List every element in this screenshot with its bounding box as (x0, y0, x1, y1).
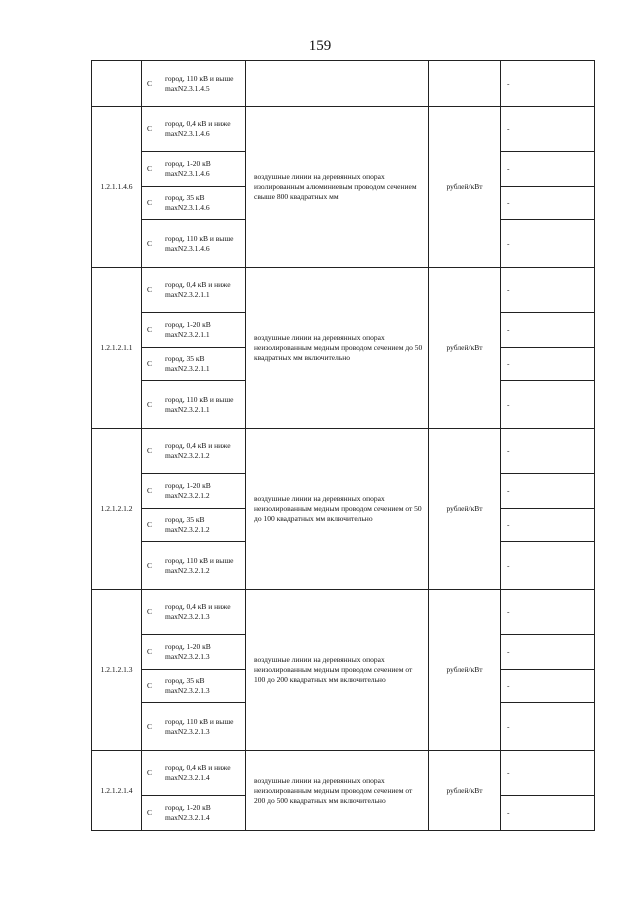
item-description: воздушные линии на деревянных опорах неизолированным медным проводом сечением от 200 до 500 квадратных мм включительно (246, 751, 429, 831)
item-unit: рублей/кВт (429, 268, 501, 429)
item-description: воздушные линии на деревянных опорах неизолированным медным проводом сечением от 50 до 100 квадратных мм включительно (246, 429, 429, 590)
subrow-category: С (147, 486, 153, 495)
subrow-category: С (147, 721, 153, 731)
subrow-category: С (147, 647, 153, 656)
subrow-label: город, 35 кВ maxN2.3.2.1.2 (165, 515, 210, 534)
table-row (92, 268, 595, 313)
subrow-cell (142, 590, 246, 635)
subrow-cell (142, 509, 246, 542)
subrow-label: город, 110 кВ и выше maxN2.3.2.1.2 (165, 555, 234, 575)
page-number: 159 (308, 38, 332, 54)
subrow-category: С (147, 681, 153, 690)
item-code: 1.2.1.2.1.2 (92, 429, 142, 590)
item-description: воздушные линии на деревянных опорах неизолированным медным проводом сечением от 100 до 200 квадратных мм включительно (246, 590, 429, 751)
subrow-category: С (147, 285, 153, 294)
subrow-cell (142, 268, 246, 313)
item-value: - (501, 542, 595, 590)
item-value: - (501, 220, 595, 268)
subrow-cell (142, 429, 246, 474)
subrow-cell (142, 107, 246, 152)
subrow-cell (142, 187, 246, 220)
subrow-label: город, 35 кВ maxN2.3.1.4.6 (165, 193, 210, 212)
subrow-category: С (147, 124, 153, 133)
subrow-cell (142, 220, 246, 268)
subrow-label: город, 35 кВ maxN2.3.2.1.3 (165, 676, 210, 695)
subrow-label: город, 1-20 кВ maxN2.3.2.1.2 (165, 481, 211, 500)
item-value: - (501, 474, 595, 509)
table-row (92, 751, 595, 796)
subrow-label: город, 0,4 кВ и ниже maxN2.3.2.1.1 (165, 280, 231, 299)
subrow-category: С (147, 808, 153, 817)
subrow-category: С (147, 607, 153, 616)
item-value: - (501, 348, 595, 381)
subrow-category: С (147, 359, 153, 368)
item-value: - (501, 509, 595, 542)
item-value: - (501, 61, 595, 107)
subrow-category: С (147, 198, 153, 207)
item-description: воздушные линии на деревянных опорах изолированным алюминиевым проводом сечением свыше 800 квадратных мм (246, 107, 429, 268)
subrow-label: город, 110 кВ и выше maxN2.3.2.1.1 (165, 394, 234, 414)
item-description: воздушные линии на деревянных опорах неизолированным медным проводом сечением до 50 квадратных мм включительно (246, 268, 429, 429)
item-value: - (501, 670, 595, 703)
subrow-label: город, 1-20 кВ maxN2.3.2.1.4 (165, 803, 211, 822)
table-row (92, 590, 595, 635)
item-code (92, 61, 142, 107)
item-value: - (501, 107, 595, 152)
subrow-category: С (147, 768, 153, 777)
subrow-label: город, 110 кВ и выше maxN2.3.1.4.5 (165, 73, 234, 93)
subrow-cell (142, 635, 246, 670)
item-unit: рублей/кВт (429, 429, 501, 590)
item-value: - (501, 313, 595, 348)
item-unit: рублей/кВт (429, 107, 501, 268)
table-row (92, 107, 595, 152)
subrow-label: город, 110 кВ и выше maxN2.3.2.1.3 (165, 716, 234, 736)
item-unit: рублей/кВт (429, 590, 501, 751)
tariff-table-body (92, 61, 595, 831)
subrow-cell (142, 670, 246, 703)
item-value: - (501, 268, 595, 313)
subrow-category: С (147, 560, 153, 570)
subrow-cell (142, 381, 246, 429)
item-value: - (501, 152, 595, 187)
item-value: - (501, 429, 595, 474)
subrow-cell (142, 313, 246, 348)
subrow-category: С (147, 78, 153, 88)
subrow-label: город, 1-20 кВ maxN2.3.2.1.1 (165, 320, 211, 339)
subrow-cell (142, 796, 246, 831)
subrow-category: С (147, 446, 153, 455)
subrow-category: С (147, 520, 153, 529)
subrow-label: город, 0,4 кВ и ниже maxN2.3.2.1.4 (165, 763, 231, 782)
table-row (92, 61, 595, 107)
subrow-cell (142, 152, 246, 187)
subrow-cell (142, 348, 246, 381)
subrow-category: С (147, 325, 153, 334)
item-value: - (501, 381, 595, 429)
subrow-cell (142, 542, 246, 590)
subrow-category: С (147, 238, 153, 248)
table-row (92, 429, 595, 474)
subrow-category: С (147, 164, 153, 173)
subrow-label: город, 1-20 кВ maxN2.3.1.4.6 (165, 159, 211, 178)
item-unit (429, 61, 501, 107)
item-code: 1.2.1.1.4.6 (92, 107, 142, 268)
subrow-cell (142, 703, 246, 751)
item-code: 1.2.1.2.1.1 (92, 268, 142, 429)
item-value: - (501, 590, 595, 635)
item-value: - (501, 635, 595, 670)
item-unit: рублей/кВт (429, 751, 501, 831)
item-code: 1.2.1.2.1.3 (92, 590, 142, 751)
subrow-cell (142, 751, 246, 796)
subrow-category: С (147, 399, 153, 409)
subrow-label: город, 0,4 кВ и ниже maxN2.3.1.4.6 (165, 119, 231, 138)
item-value: - (501, 187, 595, 220)
subrow-cell (142, 61, 246, 107)
subrow-label: город, 0,4 кВ и ниже maxN2.3.2.1.2 (165, 441, 231, 460)
subrow-cell (142, 474, 246, 509)
subrow-label: город, 110 кВ и выше maxN2.3.1.4.6 (165, 233, 234, 253)
item-value: - (501, 796, 595, 831)
tariff-table (91, 60, 595, 831)
item-value: - (501, 751, 595, 796)
item-description (246, 61, 429, 107)
item-value: - (501, 703, 595, 751)
item-code: 1.2.1.2.1.4 (92, 751, 142, 831)
subrow-label: город, 0,4 кВ и ниже maxN2.3.2.1.3 (165, 602, 231, 621)
subrow-label: город, 1-20 кВ maxN2.3.2.1.3 (165, 642, 211, 661)
subrow-label: город, 35 кВ maxN2.3.2.1.1 (165, 354, 210, 373)
